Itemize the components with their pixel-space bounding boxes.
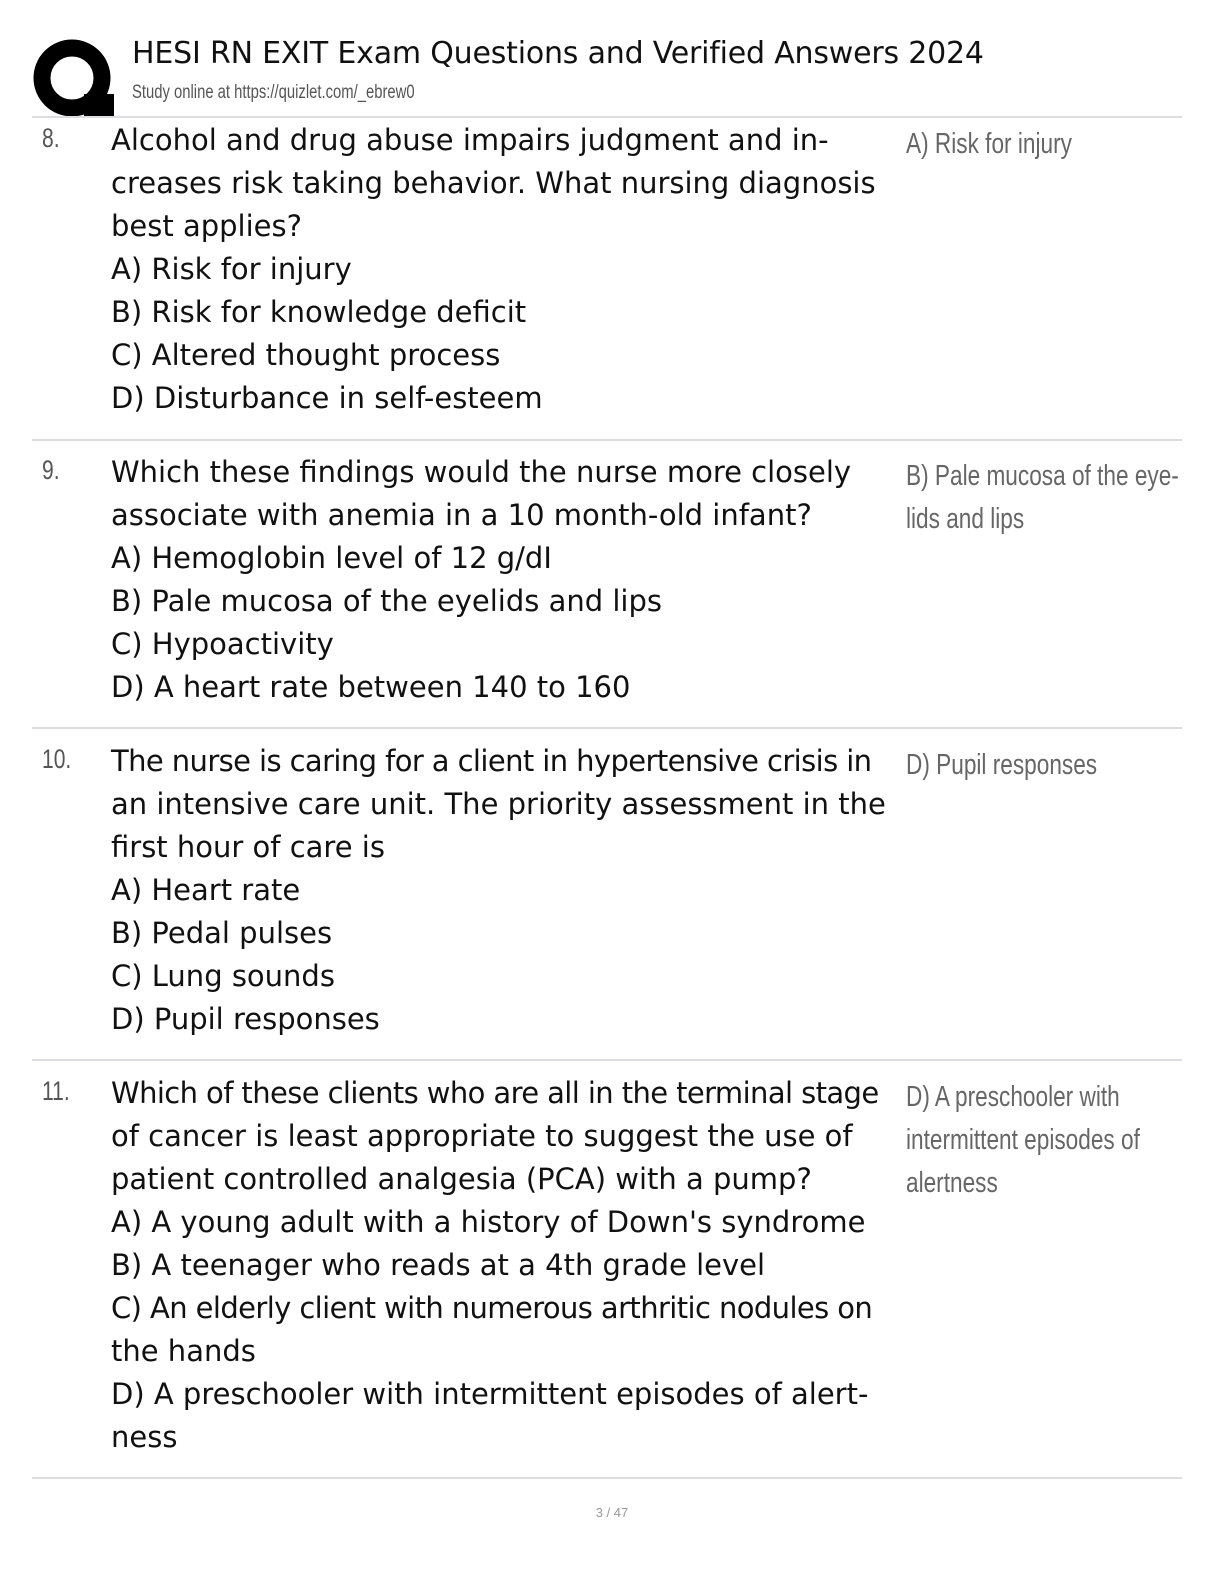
question-text: [111, 1072, 901, 1459]
question-line: Which these findings would the nurse more closely: [111, 455, 852, 489]
option-b: B) Pedal pulses: [111, 916, 333, 950]
question-line: creases risk taking behavior. What nursing diagnosis: [111, 166, 876, 200]
document-title: HESI RN EXIT Exam Questions and Verified Answers 2024: [132, 36, 984, 71]
divider: [32, 1059, 1182, 1061]
question-text: [111, 740, 901, 1041]
answer-text: [906, 123, 1171, 166]
question-text: [111, 119, 901, 420]
page-number: 3 / 47: [595, 1505, 629, 1520]
question-number: 9.: [42, 455, 60, 485]
question-item: [32, 740, 1182, 1058]
option-c: C) Hypoactivity: [111, 627, 334, 661]
answer-line: A) Risk for injury: [906, 128, 1072, 160]
question-text: [111, 451, 901, 709]
option-c: C) An elderly client with numerous arthritic nodules on: [111, 1291, 873, 1325]
option-b: B) Pale mucosa of the eyelids and lips: [111, 584, 662, 618]
question-number: 8.: [42, 123, 60, 153]
option-d-continued: ness: [111, 1420, 178, 1454]
question-line: patient controlled analgesia (PCA) with a pump?: [111, 1162, 812, 1196]
option-d: D) A heart rate between 140 to 160: [111, 670, 631, 704]
option-c: C) Lung sounds: [111, 959, 335, 993]
divider: [32, 1477, 1182, 1479]
option-a: A) A young adult with a history of Down's syndrome: [111, 1205, 866, 1239]
option-c-continued: the hands: [111, 1334, 256, 1368]
divider: [32, 116, 1182, 118]
question-line: The nurse is caring for a client in hypertensive crisis in: [111, 744, 872, 778]
divider: [32, 439, 1182, 441]
question-number: 10.: [42, 744, 72, 774]
answer-line: intermittent episodes of: [906, 1124, 1140, 1156]
study-online-link[interactable]: Study online at https://quizlet.com/_ebrew0: [132, 82, 415, 103]
answer-line: D) Pupil responses: [906, 749, 1098, 781]
option-a: A) Hemoglobin level of 12 g/dI: [111, 541, 552, 575]
question-line: associate with anemia in a 10 month-old infant?: [111, 498, 812, 532]
quizlet-logo-icon: [32, 38, 116, 122]
page-header: [32, 30, 1192, 114]
option-b: B) Risk for knowledge deficit: [111, 295, 527, 329]
question-item: [32, 119, 1182, 439]
answer-line: B) Pale mucosa of the eye-: [906, 460, 1179, 492]
answer-text: [906, 1076, 1171, 1205]
answer-text: [906, 744, 1171, 787]
question-line: Alcohol and drug abuse impairs judgment and in-: [111, 123, 829, 157]
question-item: [32, 1072, 1182, 1477]
option-d: D) A preschooler with intermittent episodes of alert-: [111, 1377, 869, 1411]
option-a: A) Risk for injury: [111, 252, 352, 286]
question-item: [32, 451, 1182, 727]
answer-line: lids and lips: [906, 503, 1025, 535]
question-line: best applies?: [111, 209, 302, 243]
option-d: D) Disturbance in self-esteem: [111, 381, 543, 415]
question-line: of cancer is least appropriate to suggest the use of: [111, 1119, 853, 1153]
question-line: an intensive care unit. The priority assessment in the: [111, 787, 886, 821]
question-line: first hour of care is: [111, 830, 385, 864]
option-d: D) Pupil responses: [111, 1002, 380, 1036]
option-a: A) Heart rate: [111, 873, 301, 907]
answer-text: [906, 455, 1179, 541]
question-number: 11.: [42, 1076, 70, 1106]
question-line: Which of these clients who are all in the terminal stage: [111, 1076, 879, 1110]
answer-line: alertness: [906, 1167, 998, 1199]
option-c: C) Altered thought process: [111, 338, 501, 372]
option-b: B) A teenager who reads at a 4th grade level: [111, 1248, 766, 1282]
answer-line: D) A preschooler with: [906, 1081, 1120, 1113]
divider: [32, 727, 1182, 729]
